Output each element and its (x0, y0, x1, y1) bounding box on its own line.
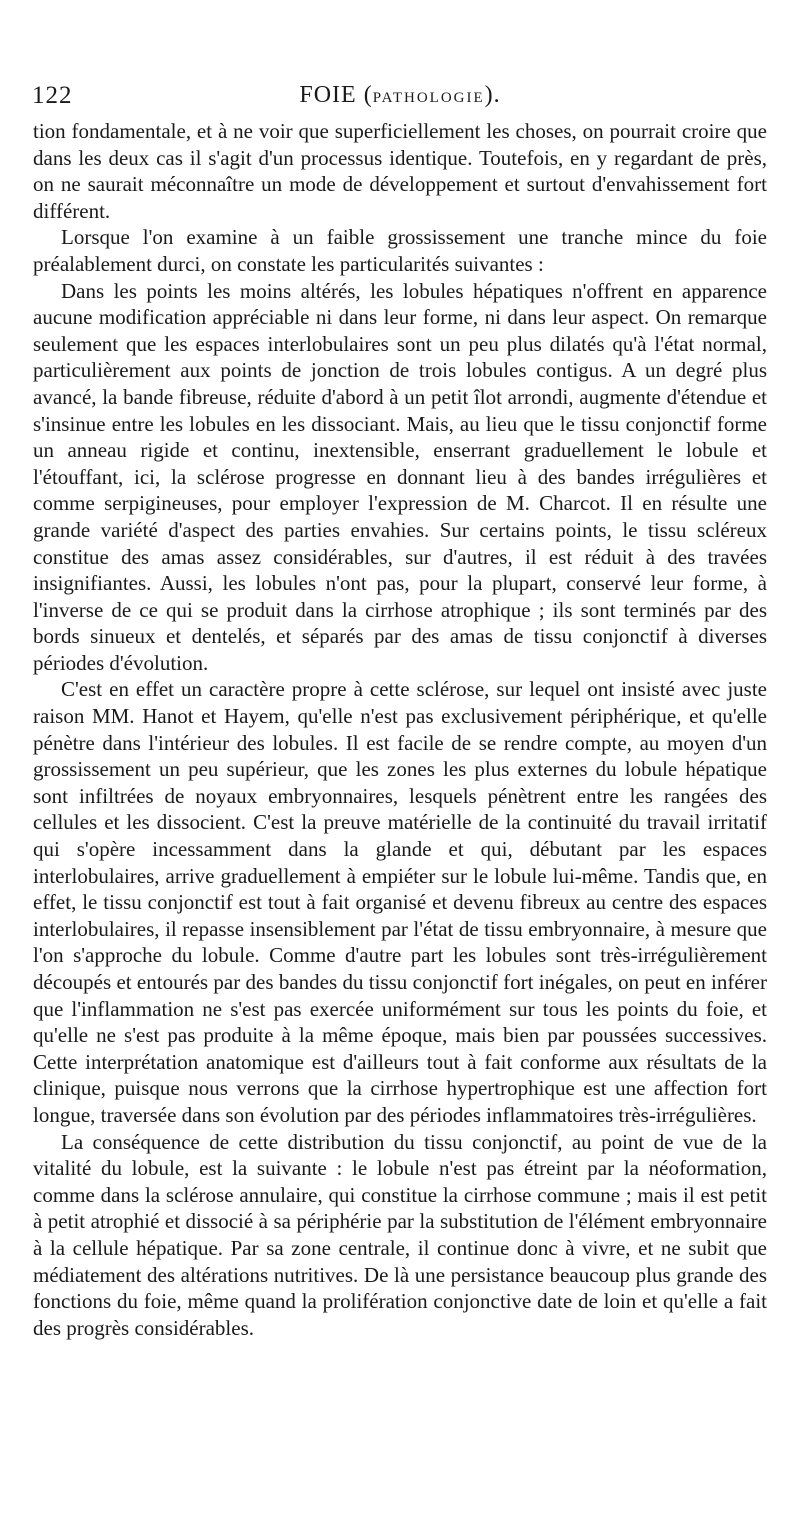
running-head-main: FOIE ( (299, 82, 373, 108)
page-header (32, 82, 768, 118)
page-number: 122 (32, 82, 73, 109)
paragraph: Dans les points les moins altérés, les lobules hépatiques n'offrent en apparence aucune modification appréciable ni dans leur forme, ni dans leur aspect. On remarque seulement que les espaces interlobulaires sont un peu plus dilatés qu'à l'état normal, particulièrement aux points de jonction de trois lobules contigus. A un degré plus avancé, la bande fibreuse, réduite d'abord à un petit îlot arrondi, augmente d'étendue et s'insinue entre les lobules en les dissociant. Mais, au lieu que le tissu conjonctif forme un anneau rigide et continu, inextensible, enserrant graduellement le lobule et l'étouffant, ici, la sclérose progresse en donnant lieu à des bandes irrégulières et comme serpigineuses, pour employer l'expression de M. Charcot. Il en résulte une grande variété d'aspect des parties envahies. Sur certains points, le tissu scléreux constitue des amas assez considérables, sur d'autres, il est réduit à des travées insignifiantes. Aussi, les lobules n'ont pas, pour la plupart, conservé leur forme, à l'inverse de ce qui se produit dans la cirrhose atrophique ; ils sont terminés par des bords sinueux et dentelés, et séparés par des amas de tissu conjonctif à diverses périodes d'évolution. (33, 278, 767, 675)
body-text (33, 118, 767, 1341)
paragraph-continued: tion fondamentale, et à ne voir que superficiellement les choses, on pourrait croire que dans les deux cas il s'agit d'un processus identique. Toutefois, en y regardant de près, on ne saurait méconnaître un mode de développement et surtout d'envahissement fort différent. (33, 119, 767, 223)
paragraph: Lorsque l'on examine à un faible grossissement une tranche mince du foie préalablement durci, on constate les particularités suivantes : (33, 225, 767, 276)
running-head (32, 82, 768, 109)
running-head-end: ). (484, 82, 501, 108)
paragraph: C'est en effet un caractère propre à cette sclérose, sur lequel ont insisté avec juste raison MM. Hanot et Hayem, qu'elle n'est pas exclusivement périphérique, et qu'elle pénètre dans l'intérieur des lobules. Il est facile de se rendre compte, au moyen d'un grossissement un peu supérieur, que les zones les plus externes du lobule hépatique sont infiltrées de noyaux embryonnaires, lesquels pénètrent entre les rangées des cellules et les dissocient. C'est la preuve matérielle de la continuité du travail irritatif qui s'opère incessamment dans la glande et qui, débutant par les espaces interlobulaires, arrive graduellement à empiéter sur le lobule lui-même. Tandis que, en effet, le tissu conjonctif est tout à fait organisé et devenu fibreux au centre des espaces interlobulaires, il repasse insensiblement par l'état de tissu embryonnaire, à mesure que l'on s'approche du lobule. Comme d'autre part les lobules sont très-irrégulièrement découpés et entourés par des bandes du tissu conjonctif fort inégales, on peut en inférer que l'inflammation ne s'est pas exercée uniformément sur tous les points du foie, et qu'elle ne s'est pas produite à la même époque, mais bien par poussées successives. Cette interprétation anatomique est d'ailleurs tout à fait conforme aux résultats de la clinique, puisque nous verrons que la cirrhose hypertrophique est une affection fort longue, traversée dans son évolution par des périodes inflammatoires très-irrégulières. (33, 677, 767, 1127)
running-head-sub: PATHOLOGIE (372, 90, 485, 106)
paragraph: La conséquence de cette distribution du tissu conjonctif, au point de vue de la vitalité du lobule, est la suivante : le lobule n'est pas étreint par la néoformation, comme dans la sclérose annulaire, qui constitue la cirrhose commune ; mais il est petit à petit atrophié et dissocié à sa périphérie par la substitution de l'élément embryonnaire à la cellule hépatique. Par sa zone centrale, il continue donc à vivre, et ne subit que médiatement des altérations nutritives. De là une persistance beaucoup plus grande des fonctions du foie, même quand la prolifération conjonctive date de loin et qu'elle a fait des progrès considérables. (33, 1129, 767, 1340)
